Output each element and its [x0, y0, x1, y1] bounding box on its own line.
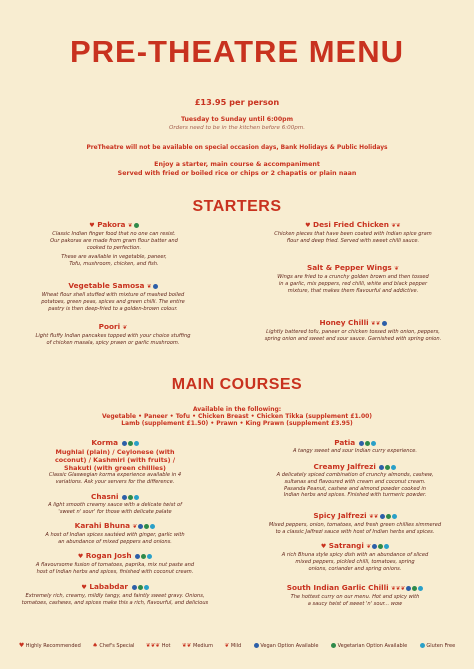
item-desc: The hottest curry on our menu. Hot and spicy with: [290, 594, 420, 600]
vegan-icon: [372, 544, 377, 549]
legend-vegetarian: Vegetarian Option Available: [337, 643, 408, 649]
chili-icon: ❦: [146, 284, 152, 290]
main-garlic-chilli: [240, 583, 470, 608]
main-rogan-josh: [6, 551, 224, 576]
item-desc: Pasanda Peanut, cashew and almond powder cooked in: [283, 485, 427, 492]
heart-icon: ♥: [89, 222, 95, 229]
vegan-icon: [380, 514, 385, 519]
starter-desi-fried-chicken: [246, 220, 460, 245]
heart-icon: ♥: [18, 642, 25, 649]
gluten-free-icon: [391, 465, 396, 470]
item-desc: Extremely rich, creamy, mildly tangy, and faintly sweet gravy. Onions,: [25, 593, 205, 599]
item-desc: in a garlic, mix peppers, red chilli, white and black pepper: [278, 280, 428, 287]
item-name: Desi Fried Chicken: [313, 220, 389, 229]
vegan-icon: [406, 586, 411, 591]
item-name: Creamy Jalfrezi: [313, 462, 376, 471]
item-desc: to a classic Jalfrezi sauce with host of Indian herbs and spices.: [275, 528, 435, 535]
item-desc: an abundance of mixed peppers and onions.: [58, 538, 172, 545]
gluten-free-icon: [420, 643, 425, 648]
medium-chili-icon: ❦❦: [182, 643, 192, 649]
mild-chili-icon: ❦: [224, 643, 230, 649]
legend-medium: Medium: [193, 643, 214, 649]
item-desc: mixed peppers, pickled chilli, tomatoes, spring: [295, 558, 415, 565]
vegetarian-icon: [141, 554, 146, 559]
item-desc: flour and deep fried. Served with sweet chilli sauce.: [286, 237, 420, 244]
item-name: Lababdar: [89, 582, 129, 591]
chili-icon: ❦❦: [369, 514, 379, 520]
item-desc: pastry is then deep-fried to a golden-brown colour.: [48, 305, 178, 312]
gluten-free-icon: [384, 544, 389, 549]
price: £13.95 per person: [194, 97, 280, 107]
item-desc: spring onion and sweet and sour sauce. Garnished with spring onion.: [264, 335, 442, 342]
vegetarian-icon: [385, 465, 390, 470]
item-desc: These are available in vegetable, paneer,: [61, 254, 167, 261]
vegan-icon: [379, 465, 384, 470]
legend-vegan: Vegan Option Available: [260, 643, 319, 649]
holiday-notice: PreTheatre will not be available on special occasion days, Bank Holidays & Public Holidays: [86, 145, 388, 151]
gluten-free-icon: [134, 441, 139, 446]
main-spicy-jalfrezi: [240, 511, 470, 536]
vegetarian-icon: [331, 643, 336, 648]
chef-special-icon: ♠: [92, 642, 98, 649]
main-lababdar: [2, 582, 228, 607]
item-name: Pakora: [97, 220, 126, 229]
heart-icon: ♥: [81, 584, 87, 591]
vegan-icon: [122, 441, 127, 446]
starter-pakora: [14, 220, 214, 268]
item-desc: Indian herbs and spices. Finished with turmeric powder.: [283, 492, 427, 499]
legend: [0, 642, 474, 649]
main-chasni: [6, 492, 224, 516]
page-title: PRE-THEATRE MENU: [69, 34, 405, 69]
main-patia: [246, 438, 464, 455]
vegetarian-icon: [378, 544, 383, 549]
item-desc: Lightly battered tofu, paneer or chicken tossed with onion, peppers,: [266, 329, 440, 335]
item-desc: Wheat flour shell stuffed with mixture of mashed boiled: [41, 292, 185, 298]
main-creamy-jalfrezi: [246, 462, 464, 499]
main-satrangi: [246, 541, 464, 572]
item-name: Vegetable Samosa: [68, 281, 145, 290]
item-variant: Shakuti (with green chillies): [64, 464, 166, 472]
item-desc: cooked to perfection.: [86, 244, 142, 251]
legend-chefs-special: Chef's Special: [99, 643, 135, 649]
item-desc: Wings are fried to a crunchy golden brown and then tossed: [277, 274, 429, 280]
item-name: Rogan Josh: [85, 551, 132, 560]
gluten-free-icon: [392, 514, 397, 519]
vegetarian-icon: [134, 223, 139, 228]
item-desc: of chicken masala, spicy prawn or garlic mushroom.: [46, 339, 180, 346]
item-desc: mixture, that makes them flavourful and addictive.: [287, 287, 419, 294]
mains-available-title: Available in the following:: [192, 406, 282, 413]
item-name: Satrangi: [328, 541, 364, 550]
hot-chili-icon: ❦❦❦: [146, 643, 161, 649]
item-desc: Classic Indian finger food that no one can resist.: [52, 231, 176, 237]
vegetarian-icon: [128, 495, 133, 500]
gluten-free-icon: [147, 554, 152, 559]
chili-icon: ❦❦: [391, 223, 401, 229]
vegan-icon: [132, 585, 137, 590]
item-desc: Our pakoras are made from gram flour batter and: [50, 237, 178, 244]
item-desc: host of Indian herbs and spices, finished with coconut cream.: [36, 568, 194, 575]
gluten-free-icon: [144, 585, 149, 590]
enjoy-line-1: Enjoy a starter, main course & accompaniment: [154, 161, 320, 168]
enjoy-info: [0, 160, 474, 178]
vegan-icon: [254, 643, 259, 648]
item-desc: Light fluffy Indian pancakes topped with your choice stuffing: [35, 333, 191, 339]
vegan-icon: [138, 524, 143, 529]
chili-icon: ❦: [132, 524, 138, 530]
item-desc: variations. Ask your servers for the difference.: [55, 478, 175, 485]
chili-icon: ❦❦❦: [391, 586, 406, 592]
item-desc: A host of Indian spices sautéed with ginger, garlic with: [45, 532, 185, 538]
item-name: Korma: [91, 438, 119, 447]
gluten-free-icon: [371, 441, 376, 446]
legend-gluten-free: Gluten Free: [426, 643, 456, 649]
item-desc: Chicken pieces that have been coated with Indian spice gram: [274, 231, 432, 237]
starter-honey-chilli: [240, 318, 466, 343]
legend-highly-recommended: Highly Recommended: [25, 643, 81, 649]
mains-available-line: Lamb (supplement £1.50) • Prawn • King Prawn (supplement £3.95): [121, 420, 353, 427]
legend-hot: Hot: [161, 643, 171, 649]
vegetarian-icon: [128, 441, 133, 446]
heart-icon: ♥: [77, 553, 84, 560]
item-desc: A rich Bhuna style spicy dish with an abundance of sliced: [281, 552, 429, 558]
item-variant: coconut) / Kashmiri (with fruits) /: [54, 456, 176, 464]
starters-heading: STARTERS: [192, 198, 282, 215]
item-name: Patia: [334, 438, 356, 447]
gluten-free-icon: [150, 524, 155, 529]
starter-samosa: [8, 281, 218, 312]
item-desc: Mixed peppers, onion, tomatoes, and fresh green chillies simmered: [268, 522, 442, 528]
item-name: Karahi Bhuna: [74, 521, 131, 530]
enjoy-line-2: Served with fried or boiled rice or chips or 2 chapatis or plain naan: [117, 170, 357, 177]
chili-icon: ❦: [128, 223, 133, 229]
item-desc: A light smooth creamy sauce with a delicate twist of: [48, 502, 182, 508]
item-desc: A flavoursome fusion of tomatoes, paprika, mix nut paste and: [35, 562, 195, 568]
vegetarian-icon: [365, 441, 370, 446]
heart-icon: ♥: [320, 543, 327, 550]
vegan-icon: [153, 284, 158, 289]
item-desc: tomatoes, cashews, and spices make this a rich, flavourful, and delicious: [21, 599, 209, 606]
vegetarian-icon: [412, 586, 417, 591]
item-desc: 'sweet n' sour' for those with delicate palate: [58, 508, 172, 515]
item-name: South Indian Garlic Chilli: [286, 583, 389, 592]
legend-mild: Mild: [230, 643, 242, 649]
chili-icon: ❦: [366, 544, 372, 550]
vegetarian-icon: [386, 514, 391, 519]
item-desc: potatoes, green peas, spices and green chilli. The entire: [41, 298, 185, 305]
chili-icon: ❦: [122, 325, 128, 331]
vegan-icon: [122, 495, 127, 500]
item-desc: Classic Glaswegian korma experience available in 4: [48, 472, 182, 478]
item-name: Chasni: [90, 492, 119, 501]
availability: Tuesday to Sunday until 6:00pm: [180, 116, 294, 123]
item-desc: A tangy sweet and sour Indian curry experience.: [292, 448, 418, 454]
item-name: Honey Chilli: [319, 318, 369, 327]
main-karahi-bhuna: [6, 521, 224, 546]
gluten-free-icon: [418, 586, 423, 591]
item-desc: sultanas and flavoured with cream and coconut cream.: [284, 478, 426, 485]
vegetarian-icon: [138, 585, 143, 590]
mains-available-line: Vegetable • Paneer • Tofu • Chicken Breast • Chicken Tikka (supplement £1.00): [101, 413, 373, 420]
chili-icon: ❦: [394, 266, 399, 272]
mains-availability: [0, 406, 474, 427]
item-desc: onions, coriander and spring onions.: [308, 565, 402, 572]
item-name: Salt & Pepper Wings: [307, 263, 392, 272]
item-name: Poori: [98, 322, 121, 331]
item-desc: Tofu, mushroom, chicken, and fish.: [69, 261, 159, 268]
heart-icon: ♥: [305, 222, 311, 229]
starter-salt-pepper-wings: [246, 263, 460, 294]
item-desc: A delicately spiced combination of crunchy almonds, cashew,: [276, 472, 434, 478]
vegetarian-icon: [144, 524, 149, 529]
chili-icon: ❦❦: [371, 321, 381, 327]
starter-poori: [8, 322, 218, 347]
vegan-icon: [135, 554, 140, 559]
order-note: Orders need to be in the kitchen before 6:00pm.: [168, 125, 306, 131]
gluten-free-icon: [134, 495, 139, 500]
vegan-icon: [382, 321, 387, 326]
main-korma: [6, 438, 224, 486]
item-name: Spicy Jalfrezi: [313, 511, 367, 520]
item-desc: a saucy twist of sweet 'n' sour... wow: [307, 600, 403, 607]
vegan-icon: [359, 441, 364, 446]
main-courses-heading: MAIN COURSES: [171, 376, 303, 393]
item-variant: Mughlai (plain) / Ceylonese (with: [55, 448, 175, 456]
